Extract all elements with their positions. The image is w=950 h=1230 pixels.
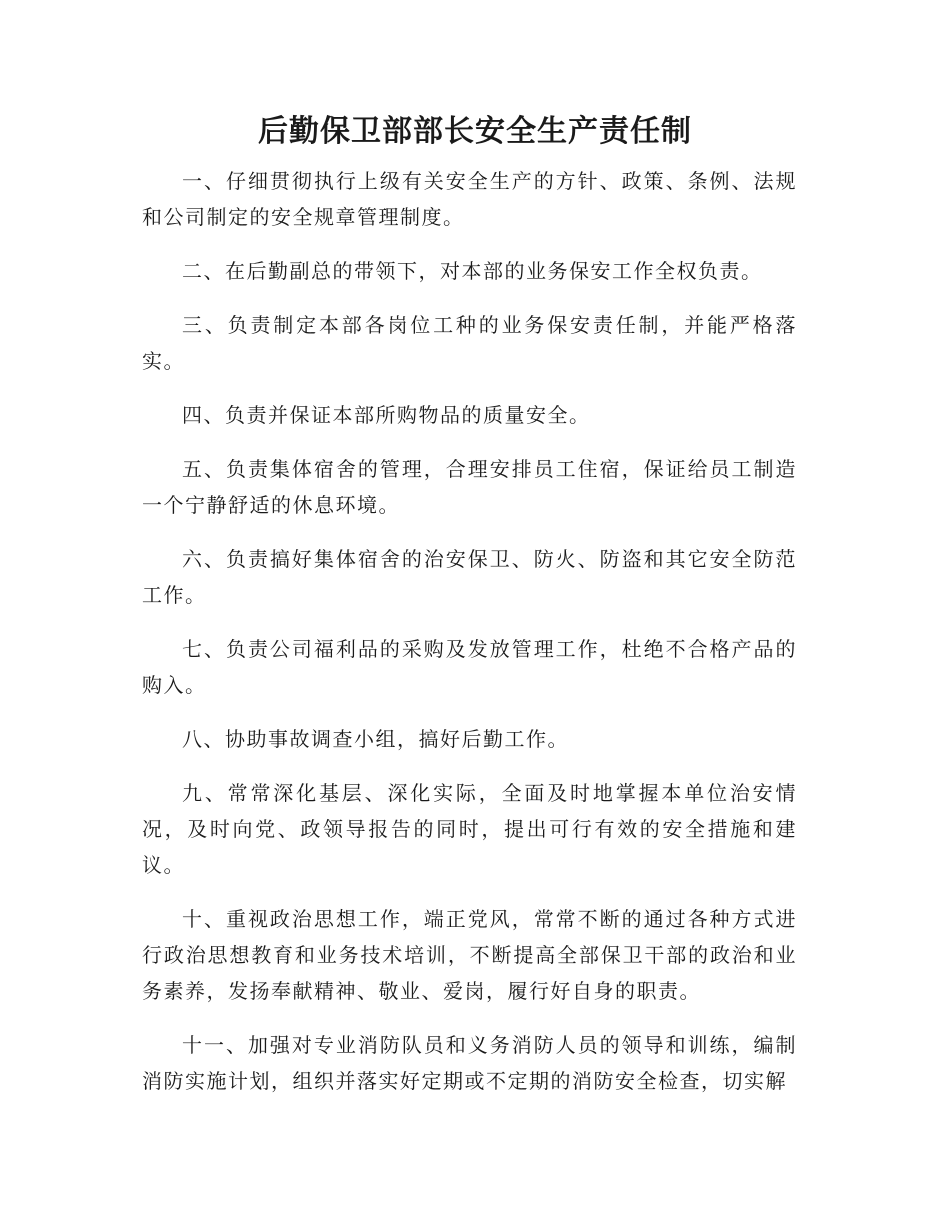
paragraph-3: 三、负责制定本部各岗位工种的业务保安责任制，并能严格落实。 [142, 313, 797, 373]
paragraph-2: 二、在后勤副总的带领下，对本部的业务保安工作全权负责。 [182, 259, 763, 283]
paragraph-7: 七、负责公司福利品的采购及发放管理工作，杜绝不合格产品的购入。 [142, 637, 797, 697]
paragraph-1: 一、仔细贯彻执行上级有关安全生产的方针、政策、条例、法规和公司制定的安全规章管理制度。 [142, 169, 797, 229]
paragraph-9: 九、常常深化基层、深化实际，全面及时地掌握本单位治安情况，及时向党、政领导报告的同时，提出可行有效的安全措施和建议。 [142, 781, 797, 877]
paragraph-10: 十、重视政治思想工作，端正党风，常常不断的通过各种方式进行政治思想教育和业务技术培训，不断提高全部保卫干部的政治和业务素养，发扬奉献精神、敬业、爱岗，履行好自身的职责。 [142, 907, 797, 1003]
paragraph-5: 五、负责集体宿舍的管理，合理安排员工住宿，保证给员工制造一个宁静舒适的休息环境。 [142, 457, 797, 517]
paragraph-11: 十一、加强对专业消防队员和义务消防人员的领导和训练，编制消防实施计划，组织并落实好定期或不定期的消防安全检查，切实解 [142, 1033, 797, 1093]
paragraph-6: 六、负责搞好集体宿舍的治安保卫、防火、防盗和其它安全防范工作。 [142, 547, 797, 607]
document-body [142, 163, 797, 1117]
paragraph-8: 八、协助事故调查小组，搞好后勤工作。 [182, 727, 569, 751]
document-title: 后勤保卫部部长安全生产责任制 [258, 114, 692, 149]
paragraph-4: 四、负责并保证本部所购物品的质量安全。 [182, 403, 591, 427]
